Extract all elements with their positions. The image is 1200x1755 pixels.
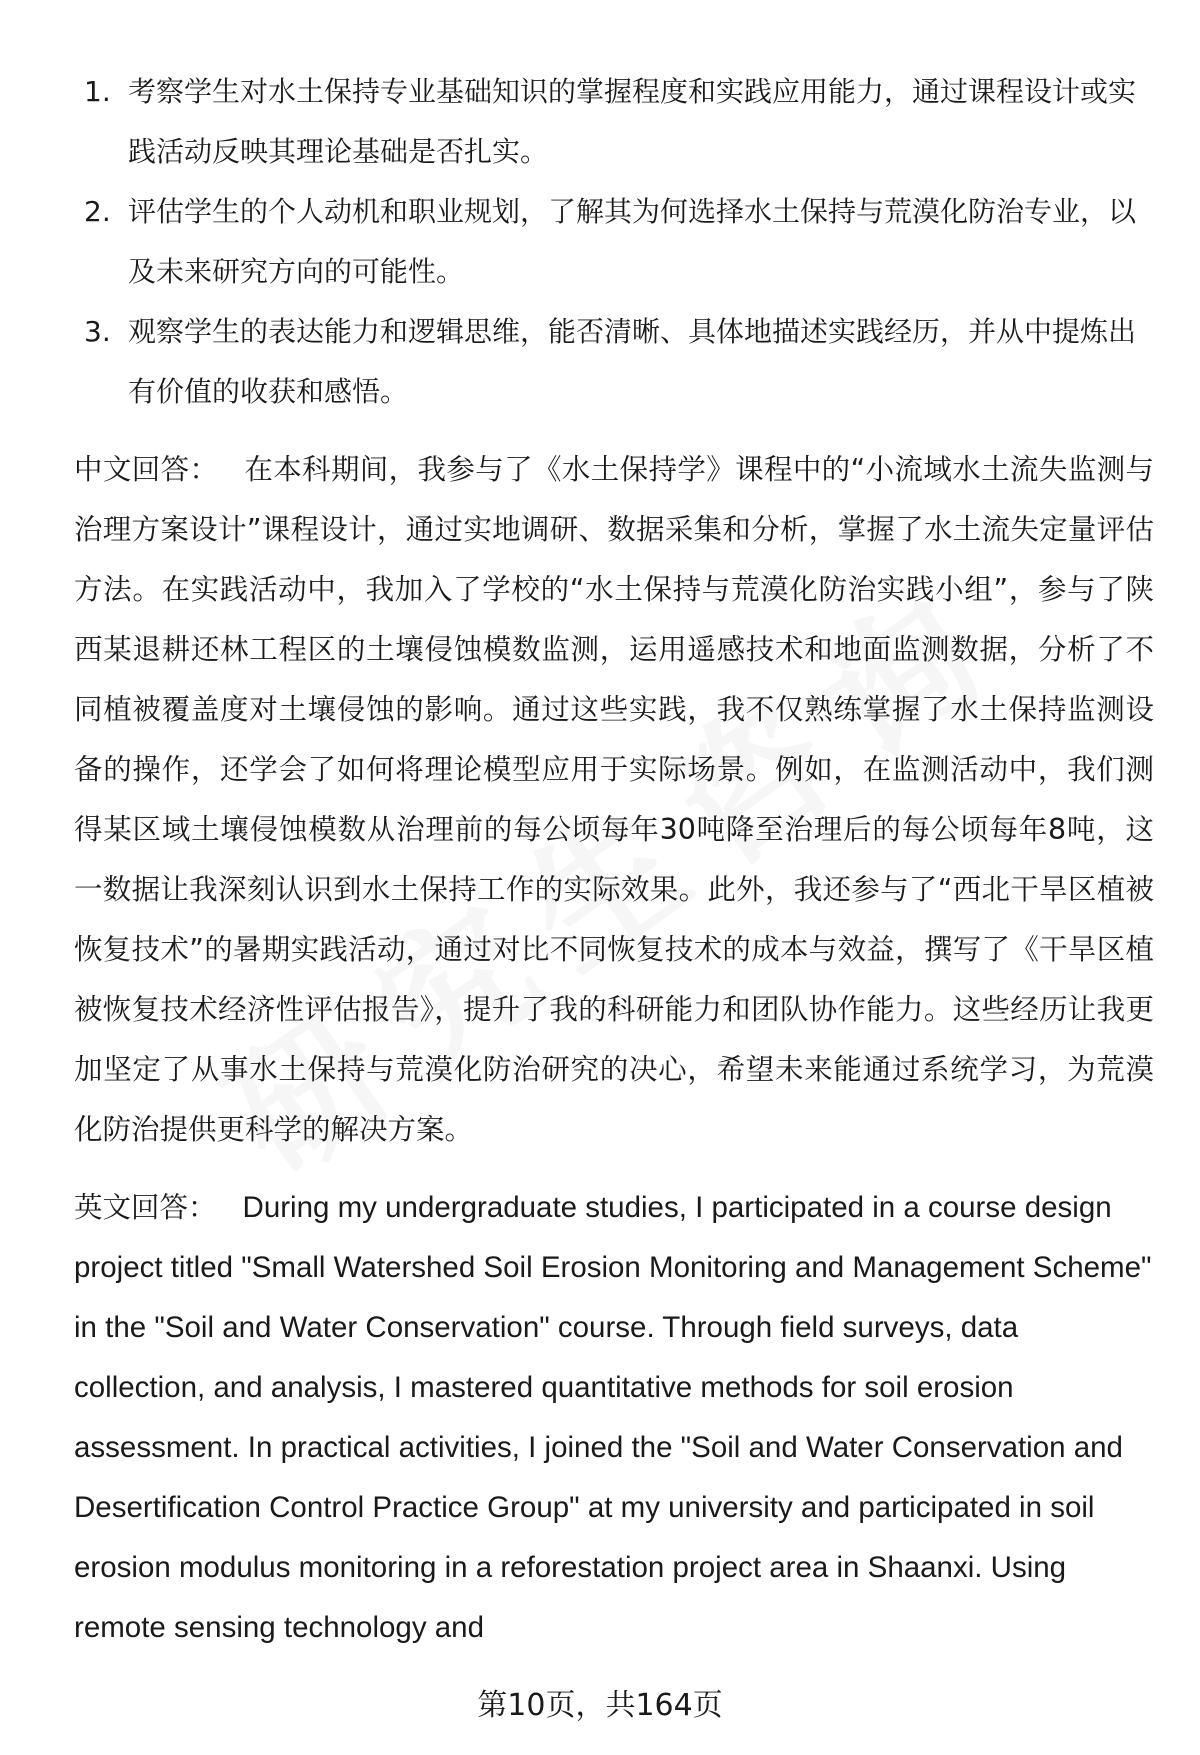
english-answer-paragraph [74, 1178, 1154, 1658]
list-item [74, 302, 1154, 422]
list-item [74, 182, 1154, 302]
english-answer-label: 英文回答： [74, 1191, 217, 1224]
list-item-number: 2. [84, 195, 111, 228]
list-item [74, 62, 1154, 182]
chinese-answer-paragraph [74, 440, 1154, 1160]
page-number: 第10页，共164页 [477, 1688, 723, 1723]
chinese-answer-text: 在本科期间，我参与了《水土保持学》课程中的“小流域水土流失监测与治理方案设计”课程设计，通过实地调研、数据采集和分析，掌握了水土流失定量评估方法。在实践活动中，我加入了学校的“水土保持与荒漠化防治实践小组”，参与了陕西某退耕还林工程区的土壤侵蚀模数监测，运用遥感技术和地面监测数据，分析了不同植被覆盖度对土壤侵蚀的影响。通过这些实践，我不仅熟练掌握了水土保持监测设备的操作，还学会了如何将理论模型应用于实际场景。例如，在监测活动中，我们测得某区域土壤侵蚀模数从治理前的每公顷每年30吨降至治理后的每公顷每年8吨，这一数据让我深刻认识到水土保持工作的实际效果。此外，我还参与了“西北干旱区植被恢复技术”的暑期实践活动，通过对比不同恢复技术的成本与效益，撰写了《干旱区植被恢复技术经济性评估报告》，提升了我的科研能力和团队协作能力。这些经历让我更加坚定了从事水土保持与荒漠化防治研究的决心，希望未来能通过系统学习，为荒漠化防治提供更科学的解决方案。 [74, 453, 1154, 1146]
page-footer [0, 1686, 1200, 1726]
english-answer-text: During my undergraduate studies, I participated in a course design project titled "Small Watershed Soil Erosion Monitoring and Management Scheme" in the "Soil and Water Conservation" course. Through field surveys, data collection, and analysis, I mastered quantitative methods for soil erosion assessment. In practical activities, I joined the "Soil and Water Conservation and Desertification Control Practice Group" at my university and participated in soil erosion modulus monitoring in a reforestation project area in Shaanxi. Using remote sensing technology and [74, 1191, 1152, 1644]
list-item-number: 1. [84, 75, 111, 108]
list-item-text: 考察学生对水土保持专业基础知识的掌握程度和实践应用能力，通过课程设计或实践活动反映其理论基础是否扎实。 [128, 75, 1137, 168]
page-content [74, 62, 1154, 1658]
list-item-text: 评估学生的个人动机和职业规划，了解其为何选择水土保持与荒漠化防治专业，以及未来研究方向的可能性。 [128, 195, 1137, 288]
list-item-text: 观察学生的表达能力和逻辑思维，能否清晰、具体地描述实践经历，并从中提炼出有价值的收获和感悟。 [128, 315, 1137, 408]
list-item-number: 3. [84, 315, 111, 348]
evaluation-points-list [74, 62, 1154, 422]
chinese-answer-label: 中文回答： [74, 453, 219, 486]
